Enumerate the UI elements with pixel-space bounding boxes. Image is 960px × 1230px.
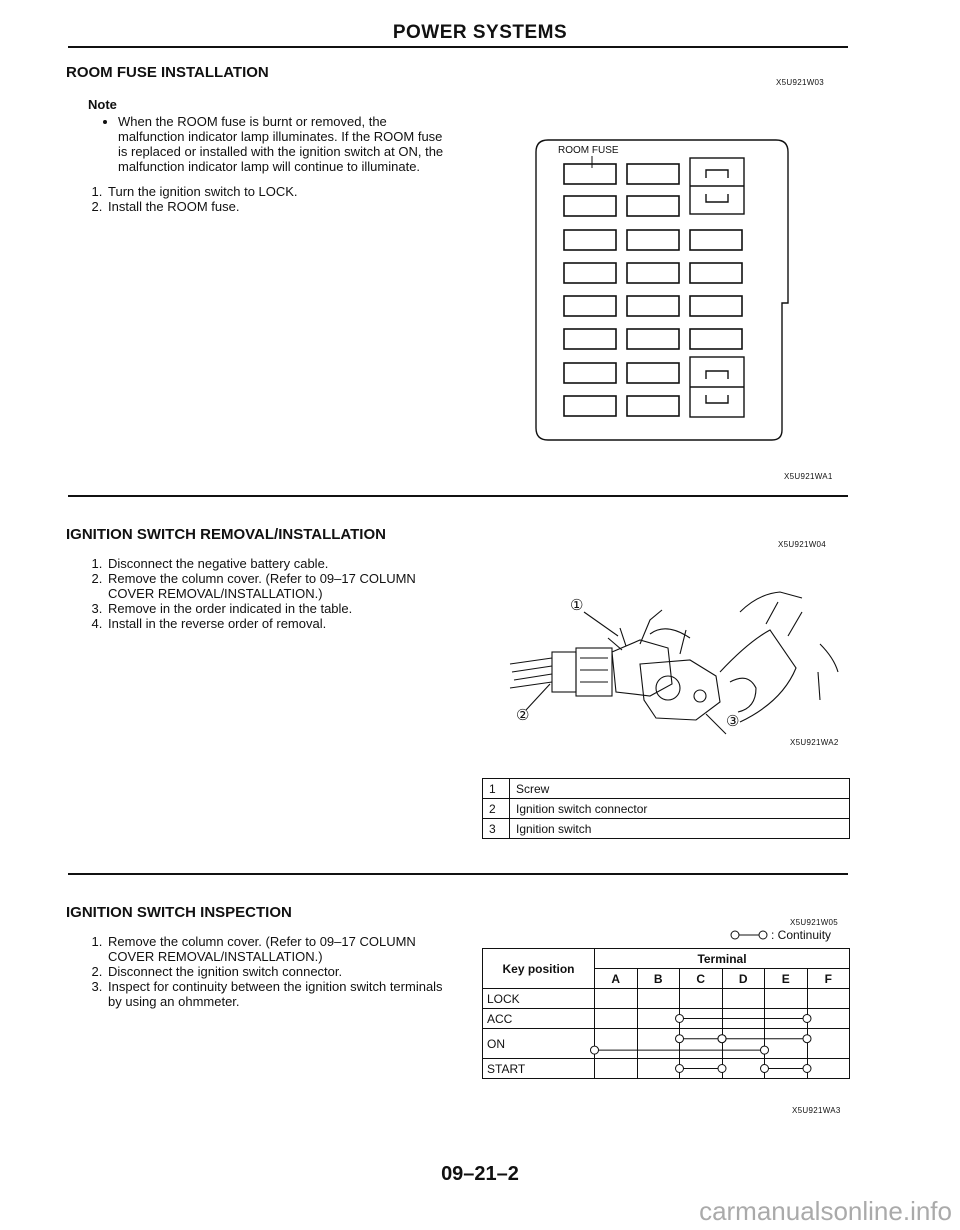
section-divider	[68, 873, 848, 875]
step-item: 4. Install in the reverse order of removal.	[106, 616, 448, 631]
key-position-cell: LOCK	[483, 989, 595, 1009]
terminal-header: F	[807, 969, 850, 989]
table-row	[483, 799, 850, 819]
section-code-room-fuse: X5U921W03	[776, 78, 825, 87]
continuity-terminal-point	[718, 1035, 726, 1043]
header-terminal: Terminal	[595, 949, 850, 969]
fuse-box-figure	[530, 138, 794, 444]
ignition-removal-steps	[88, 556, 448, 631]
ignition-inspection-steps	[88, 934, 450, 1009]
section-title-ignition-inspection: IGNITION SWITCH INSPECTION	[66, 904, 292, 921]
continuity-terminal-point	[591, 1046, 599, 1054]
ignition-switch-drawing	[490, 572, 870, 742]
callout-1: ①	[570, 597, 584, 614]
figure-code-ignition-removal: X5U921WA2	[790, 738, 839, 747]
continuity-symbol-icon	[730, 929, 768, 941]
step-item: 1. Remove the column cover. (Refer to 09–17 COLUMN COVER REMOVAL/INSTALLATION.)	[106, 934, 450, 964]
terminal-header: E	[765, 969, 808, 989]
step-item: 2. Remove the column cover. (Refer to 09–17 COLUMN COVER REMOVAL/INSTALLATION.)	[106, 571, 448, 601]
terminal-header: A	[595, 969, 638, 989]
step-item: 1. Disconnect the negative battery cable.	[106, 556, 448, 571]
part-number: 1	[483, 779, 510, 799]
continuity-terminal-point	[761, 1046, 769, 1054]
header-rule	[68, 46, 848, 48]
room-fuse-steps	[88, 184, 446, 214]
part-number: 2	[483, 799, 510, 819]
continuity-links-layer	[482, 948, 850, 1098]
continuity-terminal-point	[676, 1015, 684, 1023]
step-item: 2. Install the ROOM fuse.	[106, 199, 446, 214]
part-name: Ignition switch	[510, 819, 850, 839]
key-position-cell: ACC	[483, 1009, 595, 1029]
part-number: 3	[483, 819, 510, 839]
step-item: 1. Turn the ignition switch to LOCK.	[106, 184, 446, 199]
step-item: 2. Disconnect the ignition switch connector.	[106, 964, 450, 979]
header-key-position: Key position	[483, 949, 595, 989]
part-name: Ignition switch connector	[510, 799, 850, 819]
continuity-terminal-point	[718, 1065, 726, 1073]
section-divider	[68, 495, 848, 497]
callout-3: ③	[726, 713, 740, 730]
callout-2: ②	[516, 707, 530, 724]
figure-code-ignition-inspection: X5U921WA3	[792, 1106, 841, 1115]
parts-table	[482, 778, 850, 839]
continuity-legend-text: : Continuity	[771, 928, 832, 942]
fuse-box-drawing	[530, 138, 794, 444]
note-item: • When the ROOM fuse is burnt or removed, the malfunction indicator lamp illuminates. If the ROOM fuse is replaced or installed with the ignition switch at ON, the malfunction indicator lamp will continue to illuminate.	[118, 114, 446, 174]
step-item: 3. Inspect for continuity between the ignition switch terminals by using an ohmmeter.	[106, 979, 450, 1009]
continuity-terminal-point	[803, 1065, 811, 1073]
ignition-inspection-body	[88, 934, 450, 1009]
fuse-box-label: ROOM FUSE	[558, 145, 619, 156]
terminal-header: B	[637, 969, 680, 989]
continuity-terminal-point	[761, 1065, 769, 1073]
page-header-title: POWER SYSTEMS	[392, 22, 568, 43]
table-row	[483, 779, 850, 799]
section-title-ignition-removal: IGNITION SWITCH REMOVAL/INSTALLATION	[66, 526, 386, 543]
table-row	[483, 819, 850, 839]
ignition-removal-body	[88, 556, 448, 631]
figure-code-room-fuse: X5U921WA1	[784, 472, 833, 481]
key-position-cell: START	[483, 1059, 595, 1079]
watermark-site: carmanualsonline.info	[699, 1196, 952, 1226]
ignition-switch-figure	[490, 572, 870, 742]
key-position-cell: ON	[483, 1029, 595, 1059]
part-name: Screw	[510, 779, 850, 799]
continuity-terminal-point	[803, 1015, 811, 1023]
note-list	[88, 114, 446, 174]
continuity-terminal-point	[803, 1035, 811, 1043]
section-code-ignition-inspection: X5U921W05	[790, 918, 839, 927]
section-title-room-fuse: ROOM FUSE INSTALLATION	[66, 64, 269, 81]
room-fuse-body	[88, 97, 446, 214]
continuity-terminal-point	[676, 1065, 684, 1073]
terminal-header: D	[722, 969, 765, 989]
step-item: 3. Remove in the order indicated in the table.	[106, 601, 448, 616]
continuity-table-wrap	[482, 948, 850, 1098]
continuity-terminal-point	[676, 1035, 684, 1043]
section-code-ignition-removal: X5U921W04	[778, 540, 827, 549]
page-number: 09–21–2	[441, 1163, 519, 1185]
terminal-header: C	[680, 969, 723, 989]
continuity-legend	[730, 928, 831, 942]
note-label: Note	[88, 97, 117, 112]
